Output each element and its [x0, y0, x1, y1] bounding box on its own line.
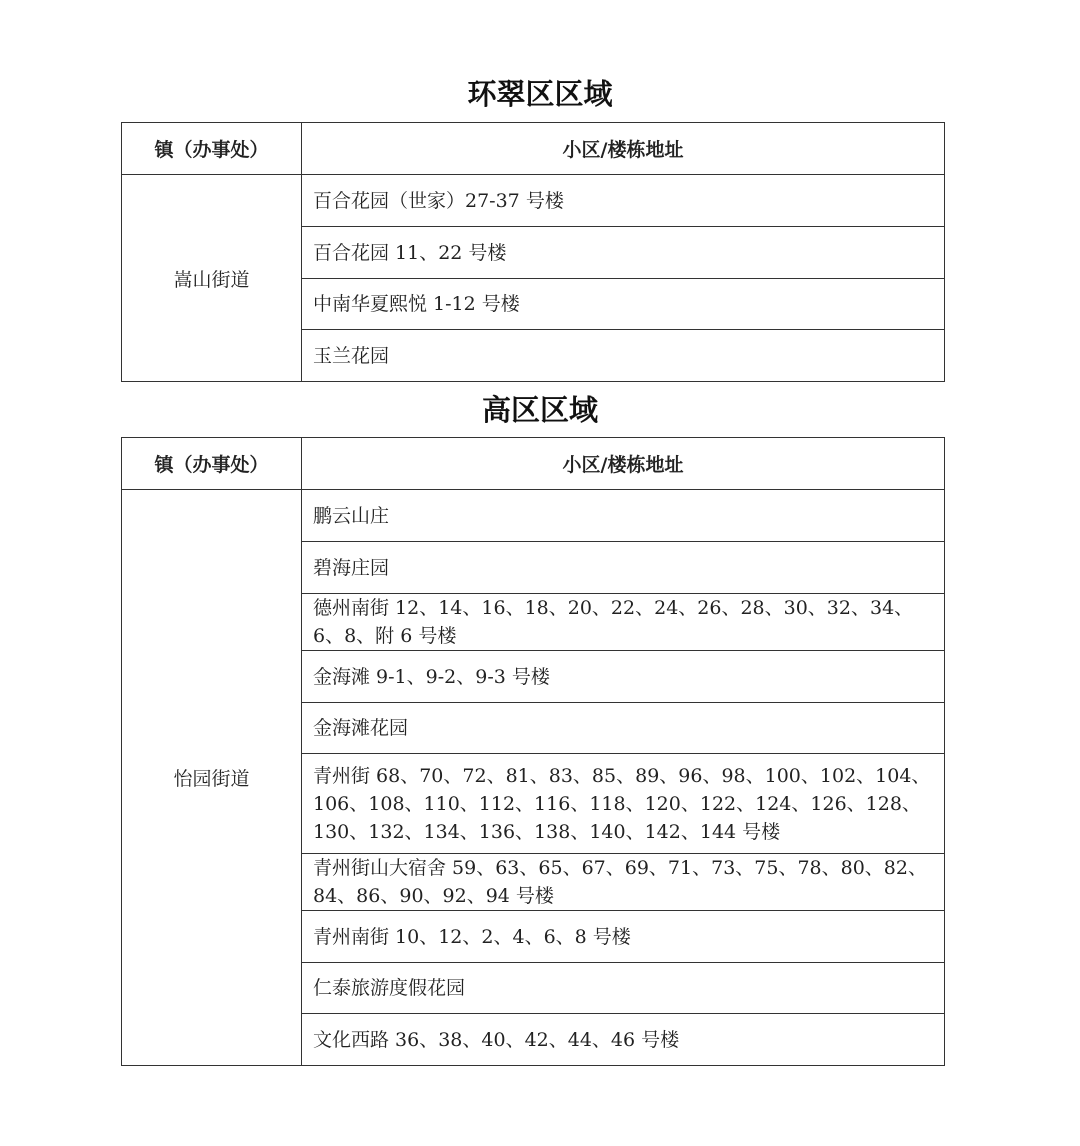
address-cell: 文化西路 36、38、40、42、44、46 号楼: [302, 1014, 945, 1066]
address-cell: 百合花园（世家）27-37 号楼: [302, 175, 945, 227]
table-header-row: [122, 438, 945, 490]
region-table-gaoqu: [121, 437, 945, 1066]
address-cell: 中南华夏熙悦 1-12 号楼: [302, 279, 945, 330]
region-table-huancui: [121, 122, 945, 382]
town-cell: 怡园街道: [122, 490, 302, 1066]
address-cell: 青州街山大宿舍 59、63、65、67、69、71、73、75、78、80、82、84、86、90、92、94 号楼: [302, 854, 945, 911]
table-row: [122, 175, 945, 227]
address-cell: 鹏云山庄: [302, 490, 945, 542]
address-cell: 碧海庄园: [302, 542, 945, 594]
address-cell: 青州街 68、70、72、81、83、85、89、96、98、100、102、104、106、108、110、112、116、118、120、122、124、126、128、130、132、134、136、138、140、142、144 号楼: [302, 754, 945, 854]
address-cell: 玉兰花园: [302, 330, 945, 382]
town-cell: 嵩山街道: [122, 175, 302, 382]
column-header-town: 镇（办事处）: [122, 438, 302, 490]
address-cell: 青州南街 10、12、2、4、6、8 号楼: [302, 911, 945, 963]
table-row: [122, 490, 945, 542]
address-cell: 德州南街 12、14、16、18、20、22、24、26、28、30、32、34、6、8、附 6 号楼: [302, 594, 945, 651]
column-header-address: 小区/楼栋地址: [302, 123, 945, 175]
region-title-huancui: 环翠区区域: [467, 77, 613, 111]
column-header-town: 镇（办事处）: [122, 123, 302, 175]
address-cell: 仁泰旅游度假花园: [302, 963, 945, 1014]
column-header-address: 小区/楼栋地址: [302, 438, 945, 490]
address-cell: 金海滩花园: [302, 703, 945, 754]
table-header-row: [122, 123, 945, 175]
address-cell: 百合花园 11、22 号楼: [302, 227, 945, 279]
address-cell: 金海滩 9-1、9-2、9-3 号楼: [302, 651, 945, 703]
region-title-gaoqu: 高区区域: [481, 393, 598, 427]
